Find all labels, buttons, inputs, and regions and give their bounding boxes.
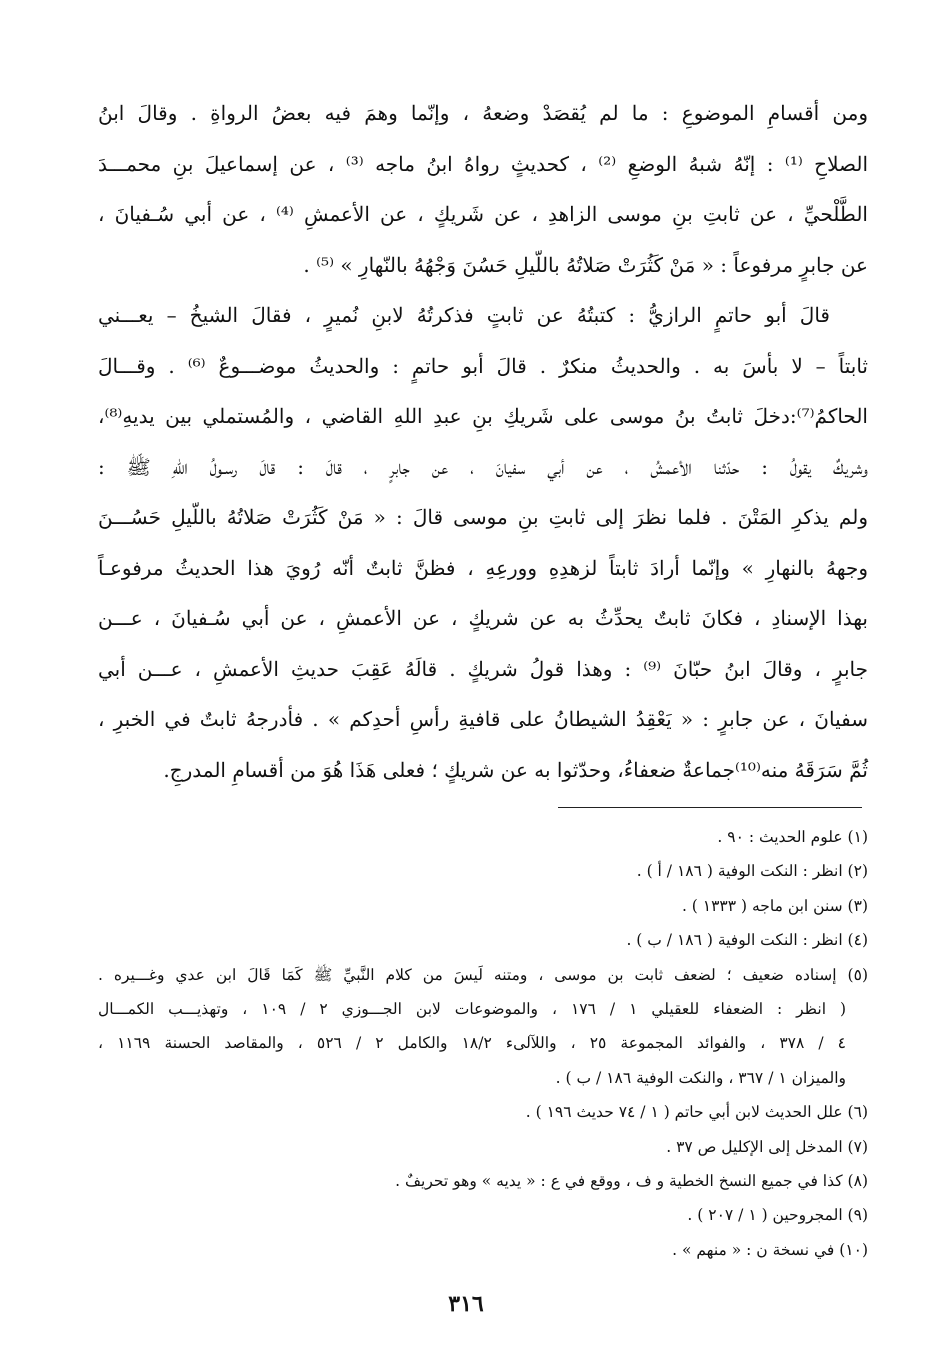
text-line: قالَ أبو حاتمٍ الرازيُّ : كتبتُهُ عن ثابتٍ فذكرتُهُ لابنِ نُميرٍ ، فقالَ الشيخُ – يعـــني bbox=[98, 303, 830, 327]
footnotes bbox=[98, 820, 868, 1267]
text-line: وشريكٌ يقولُ : حدّثنا الأعمشُ ، عن أبي سفيانَ ، عن جابرٍ ، قالَ : قالَ رسـولُ اللهِ ﷺ : bbox=[98, 454, 869, 479]
footnote: (٨) كذا في جميع النسخ الخطية و ف ، ووقع في ع : « يديه » وهو تحريفٌ . bbox=[395, 1171, 868, 1190]
footnote: (٧) المدخل إلى الإكليل ص ٣٧ . bbox=[666, 1137, 868, 1156]
text-line: جابرٍ ، وقالَ ابنُ حبّانَ ⁽⁹⁾ : وهذا قولُ شريكٍ . قالَهُ عَقِبَ حديثِ الأعمشِ ، عـــن أبي bbox=[98, 656, 868, 681]
footnote: (٢) انظر : النكت الوفية ( ١٨٦ / أ ) . bbox=[636, 862, 868, 881]
footnote-continuation: ٤ / ٣٧٨ ، والفوائد المجموعة ٢٥ ، واللآلىء ١٨/٢ والكامل ٢ / ٥٢٦ ، والمقاصد الحسنة ١١٦٩ ، bbox=[98, 1034, 846, 1053]
text-line: وجههُ بالنهارِ » وإنّما أرادَ ثابتاً لزهدِهِ وورعِهِ ، فظنَّ ثابتٌ أنّه رُويَ هذا الحديثُ مرفوعـاً bbox=[98, 555, 868, 580]
footnote-continuation: ( انظر : الضعفاء للعقيلي ١ / ١٧٦ ، والموضوعات لابن الجـــوزي ٢ / ١٠٩ ، وتهذيـــب الكمـــال bbox=[98, 999, 847, 1018]
footnote-continuation: والميزان ١ / ٣٦٧ ، والنكت الوفية ١٨٦ / ب ) . bbox=[555, 1068, 846, 1087]
footnote-separator bbox=[558, 807, 862, 808]
text-line: بهذا الإسنادِ ، فكانَ ثابتٌ يحدِّثُ به عن شريكٍ ، عن الأعمشِ ، عن أبي سُـفيانَ ، عـــن bbox=[98, 606, 868, 630]
main-text bbox=[98, 88, 868, 795]
text-line: ثابتاً – لا بأسَ به . والحديثُ منكرٌ . قالَ أبو حاتمٍ : والحديثُ موضـــوعٌ ⁽⁶⁾ . وقـــالَ bbox=[98, 353, 868, 378]
text-line: عن جابرٍ مرفوعاً : « مَنْ كَثُرَتْ صَلاتُهُ باللّيلِ حَسُنَ وَجْهُهُ بالنّهارِ » ⁽⁵⁾ . bbox=[303, 252, 868, 277]
text-line: ولم يذكرِ المَتْنَ . فلما نظرَ إلى ثابتِ بنِ موسى قالَ : « مَنْ كَثُرَتْ صَلاتُهُ باللّيلِ حَسُـــنَ bbox=[98, 505, 868, 529]
footnote: (١٠) في نسخة ن : « منهم » . bbox=[672, 1240, 868, 1259]
page-number: ٣١٦ bbox=[448, 1291, 484, 1317]
text-line: الطَّلْحيِّ ، عن ثابتِ بنِ موسى الزاهدِ ، عن شَريكٍ ، عن الأعمشِ ⁽⁴⁾ ، عن أبي سُـفيانَ ، bbox=[98, 202, 868, 226]
text-line: سفيانَ ، عن جابرٍ : « يَعْقِدُ الشيطانُ على قافيةِ رأسِ أحدِكم » . فأدرجهُ ثابتٌ في الخبرِ ، bbox=[98, 707, 868, 731]
text-line: الحاكمُ⁽⁷⁾:دخلَ ثابتُ بنُ موسى على شَريكِ بنِ عبدِ اللهِ القاضي ، والمُستملي بين يديهِ⁽⁸⁾، bbox=[98, 404, 868, 428]
text-line: ثُمَّ سَرَقَهُ منه⁽¹⁰⁾جماعةٌ ضعفاءُ، وحدّثوا به عن شريكٍ ؛ فعلى هَذَا هُوَ من أقسامِ المدرجِ. bbox=[163, 757, 868, 782]
text-line: الصلاحِ ⁽¹⁾ : إنّهُ شبهُ الوضعِ ⁽²⁾ ، كحديثٍ رواهُ ابنُ ماجه ⁽³⁾ ، عن إسماعيلَ بنِ محمـــدَ bbox=[98, 151, 869, 176]
footnote: (٤) انظر : النكت الوفية ( ١٨٦ / ب ) . bbox=[626, 931, 868, 950]
footnote: (٩) المجروحين ( ١ / ٢٠٧ ) . bbox=[687, 1206, 868, 1225]
footnote: (٣) سنن ابن ماجه ( ١٣٣٣ ) . bbox=[681, 896, 868, 915]
footnote: (١) علوم الحديث : ٩٠ . bbox=[717, 828, 868, 846]
footnote: (٦) علل الحديث لابن أبي حاتم ( ١ / ٧٤ حديث ١٩٦ ) . bbox=[525, 1103, 868, 1122]
footnote: (٥) إسناده ضعيف ؛ لضعف ثابت بن موسى ، ومتنه لَيسَ من كلام النَّبيِّ ﷺ كَمَا قَالَ ابن عدي وغـــيره . bbox=[98, 965, 868, 984]
text-line: ومن أقسامِ الموضوعِ : ما لم يُقصَدْ وضعهُ ، وإنّما وهمَ فيه بعضُ الرواةِ . وقالَ ابنُ bbox=[98, 101, 868, 125]
